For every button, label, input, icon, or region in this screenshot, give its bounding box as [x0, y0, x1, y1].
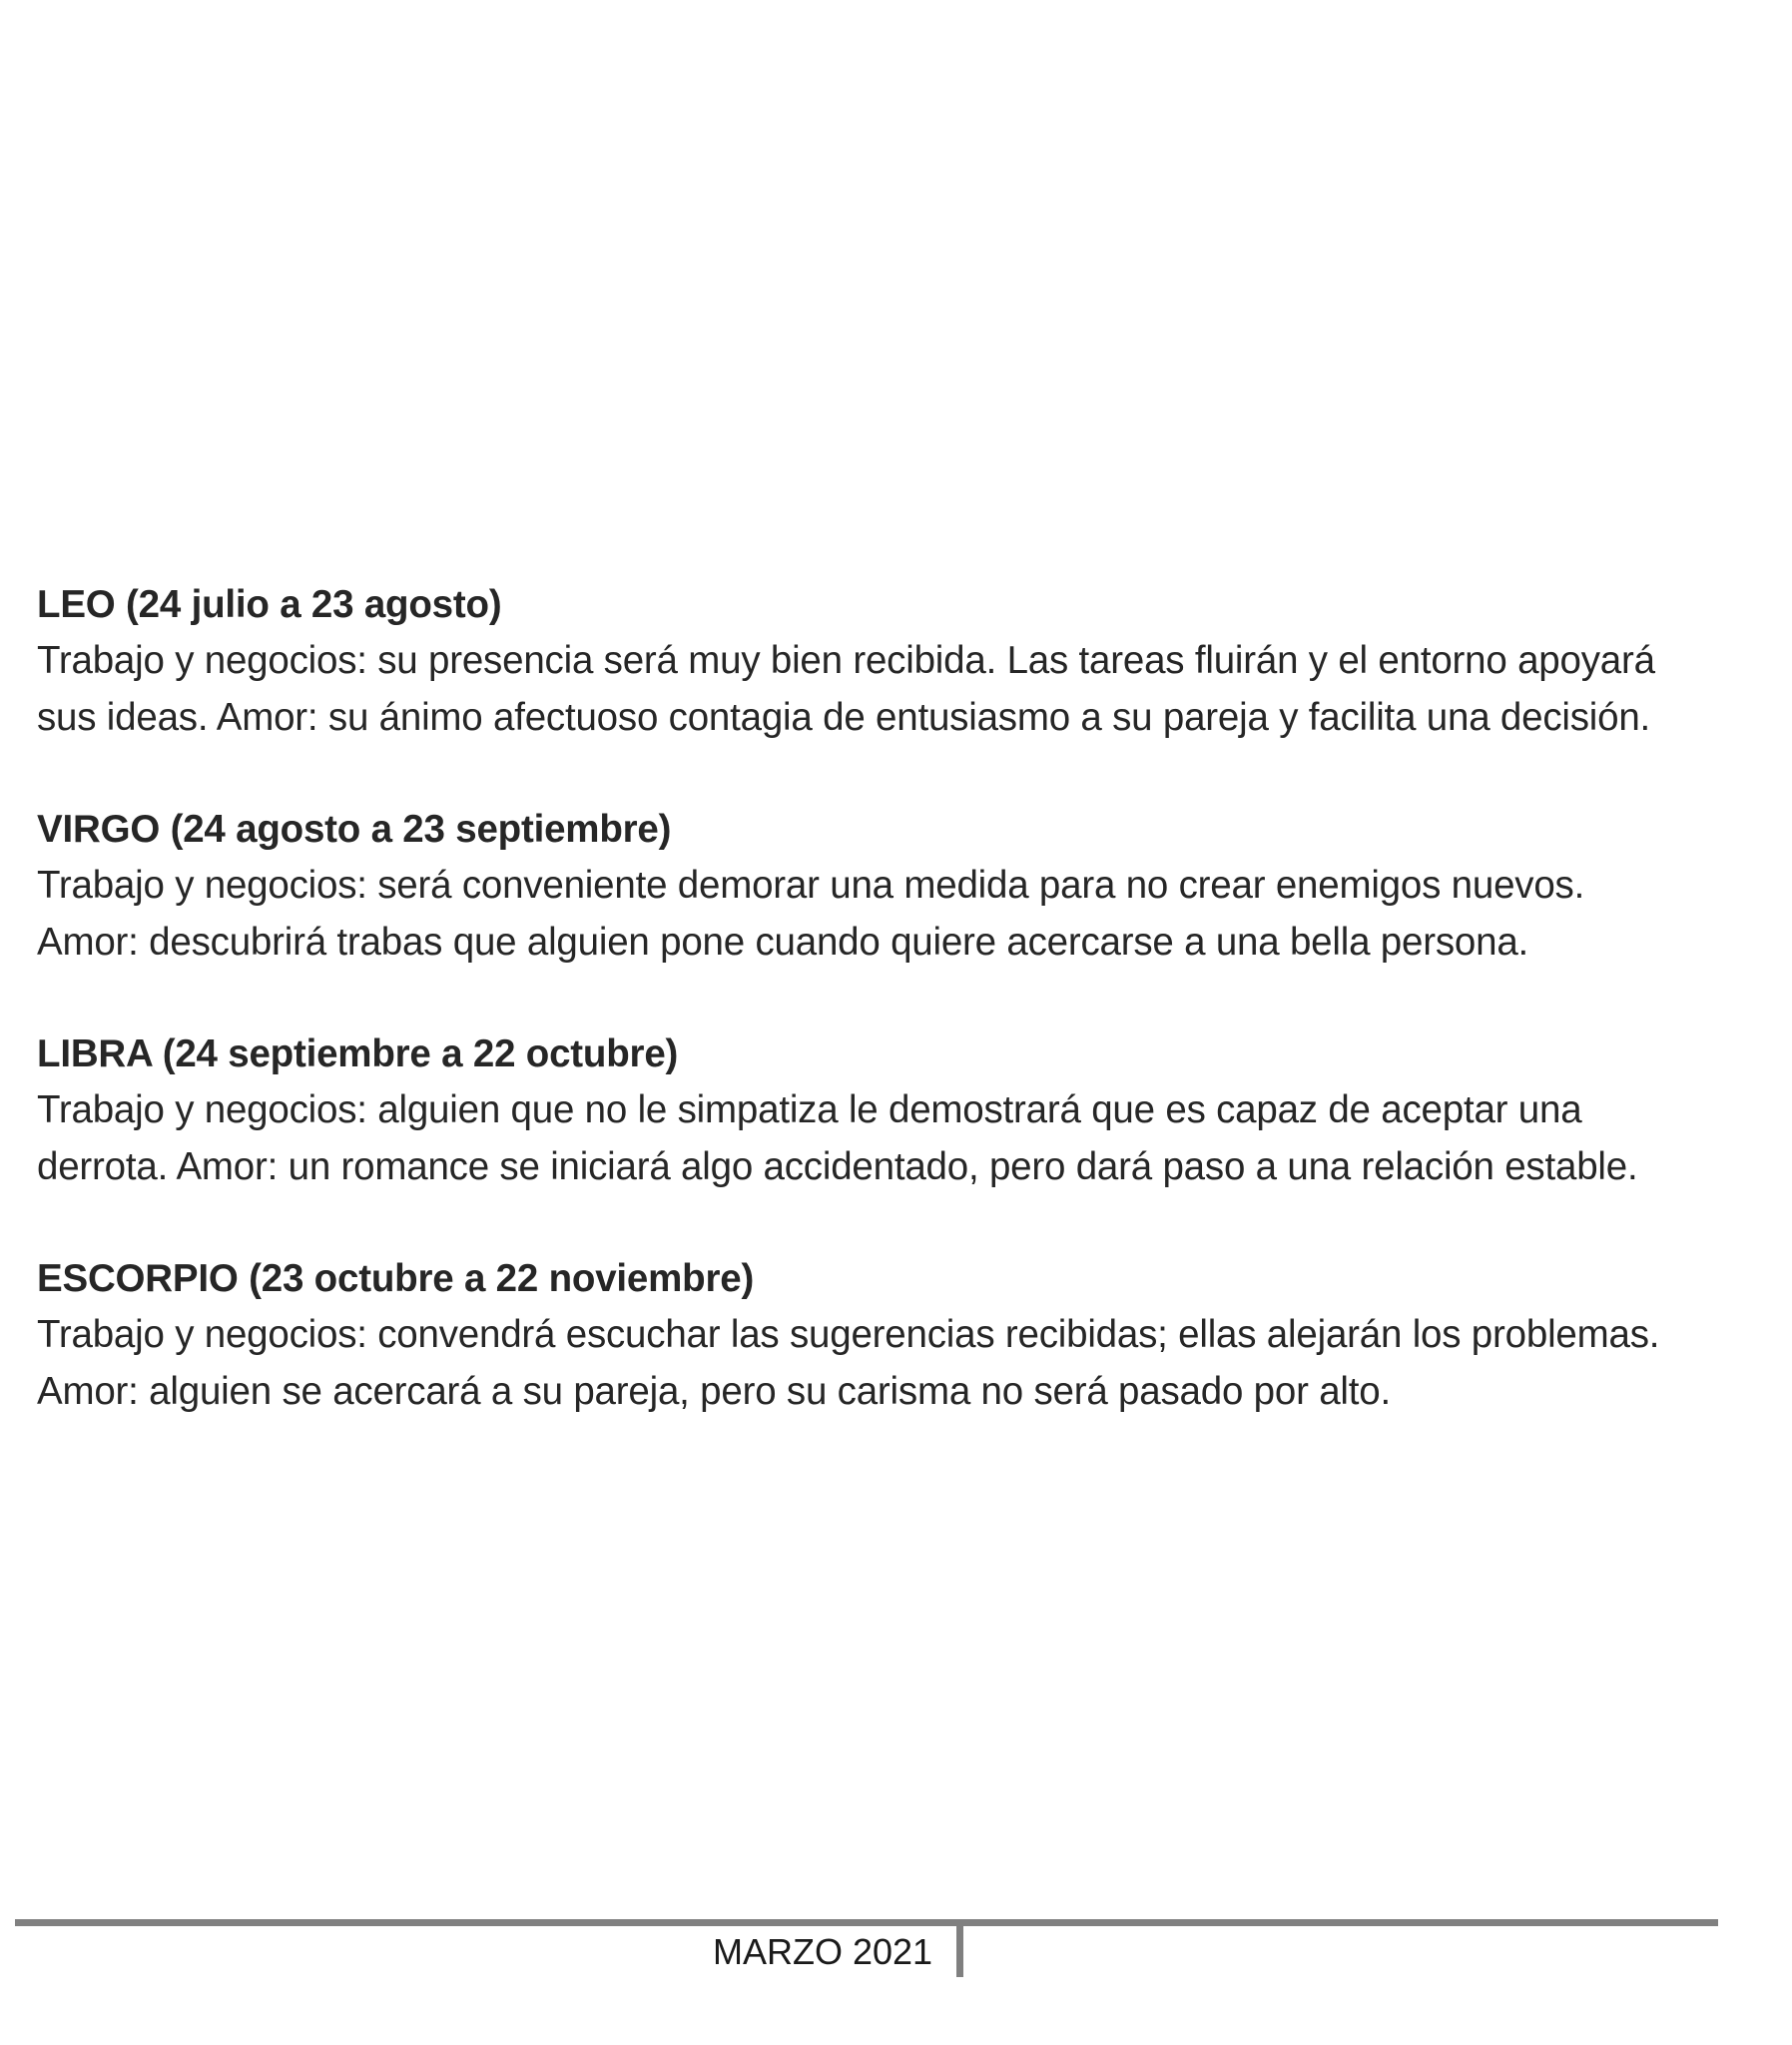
sign-heading: ESCORPIO (23 octubre a 22 noviembre) — [37, 1257, 755, 1300]
sign-description: Trabajo y negocios: convendrá escuchar las sugerencias recibidas; ellas alejarán los problemas. Amor: alguien se acercará a su pareja, pero su carisma no será pasado por alto. — [37, 1313, 1660, 1413]
sign-section-virgo — [37, 802, 1694, 971]
sign-heading: LIBRA (24 septiembre a 22 octubre) — [37, 1032, 679, 1075]
sign-section-libra — [37, 1026, 1694, 1195]
footer-rule — [15, 1919, 1718, 1926]
sign-description: Trabajo y negocios: su presencia será muy bien recibida. Las tareas fluirán y el entorno apoyará sus ideas. Amor: su ánimo afectuoso contagia de entusiasmo a su pareja y facilita una decisión. — [37, 639, 1655, 739]
sign-heading: LEO (24 julio a 23 agosto) — [37, 583, 502, 626]
sign-section-leo — [37, 577, 1694, 746]
sign-description: Trabajo y negocios: alguien que no le simpatiza le demostrará que es capaz de aceptar una derrota. Amor: un romance se iniciará algo accidentado, pero dará paso a una relación estable. — [37, 1088, 1638, 1188]
footer-date: MARZO 2021 — [713, 1931, 933, 1972]
footer-divider — [956, 1921, 963, 1977]
sign-heading: VIRGO (24 agosto a 23 septiembre) — [37, 808, 672, 851]
sign-section-escorpio — [37, 1251, 1694, 1420]
sign-description: Trabajo y negocios: será conveniente demorar una medida para no crear enemigos nuevos. Amor: descubrirá trabas que alguien pone cuando quiere acercarse a una bella persona. — [37, 864, 1585, 964]
horoscope-content — [37, 577, 1694, 1476]
